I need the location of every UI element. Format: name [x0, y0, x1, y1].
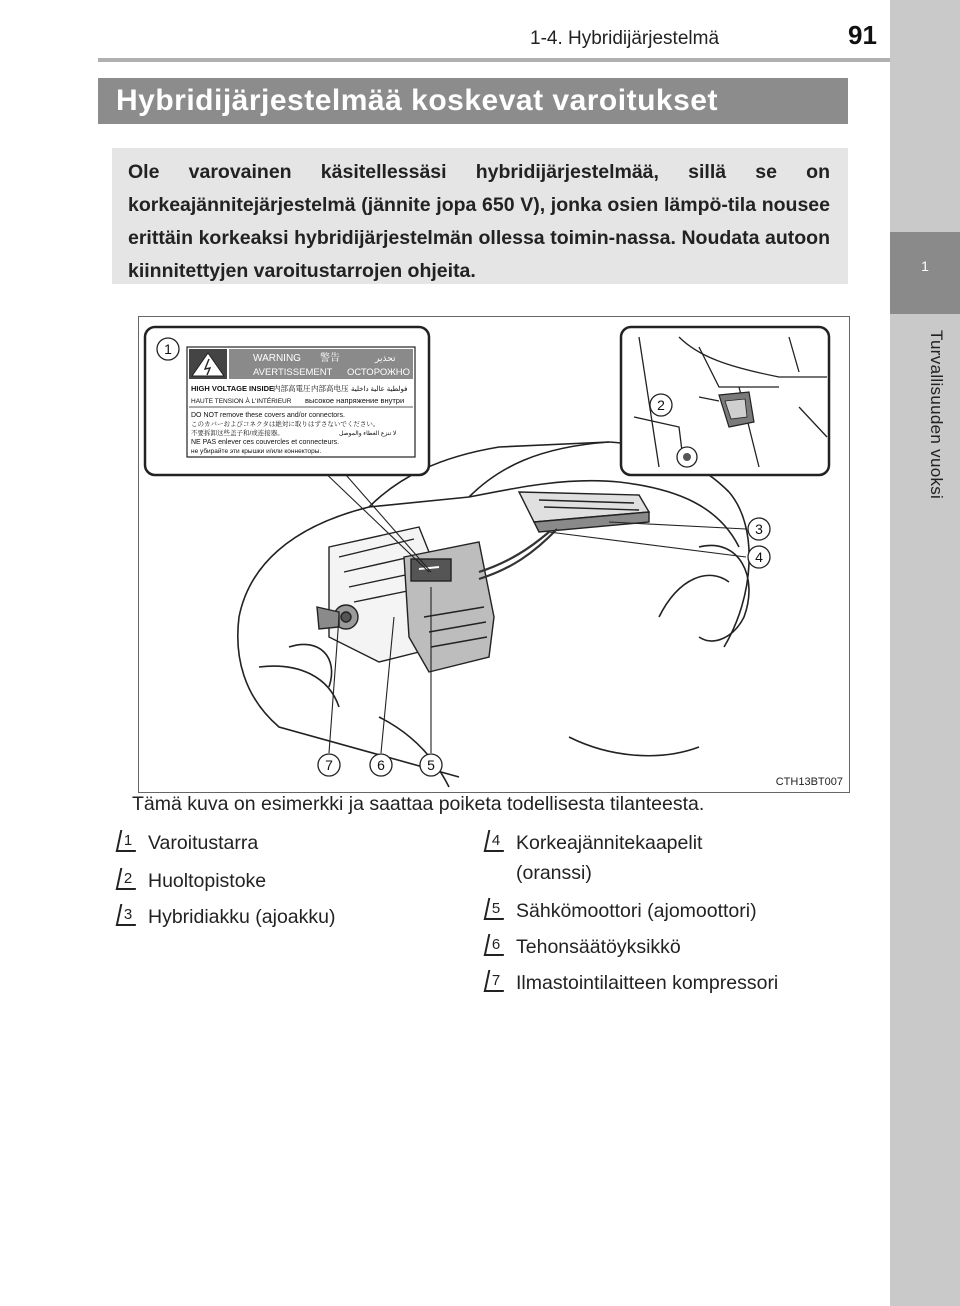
- inset-warning-label: [145, 327, 429, 475]
- engine-assembly: [317, 527, 494, 672]
- page-title: Hybridijärjestelmää koskevat varoitukset: [116, 84, 718, 117]
- label-do-not-ja: このカバーおよびコネクタは絶対に取りはずさないでください。: [191, 421, 380, 428]
- legend-text: Sähkömoottori (ajomoottori): [516, 900, 757, 922]
- label-avertissement: AVERTISSEMENT: [253, 367, 333, 378]
- label-hv-ar: فولطية عالية داخلية: [351, 386, 408, 393]
- legend-number: 5: [486, 898, 506, 920]
- label-ne-pas: NE PAS enlever ces couvercles et connecteurs.: [191, 439, 340, 446]
- legend-text: Ilmastointilaitteen kompressori: [516, 972, 779, 994]
- figure-code: CTH13BT007: [775, 776, 843, 788]
- callout-3: 3: [755, 521, 763, 537]
- callout-6: 6: [377, 757, 385, 773]
- title-bar: [98, 78, 848, 124]
- chapter-number: 1: [921, 258, 929, 274]
- legend-number: 6: [486, 934, 506, 956]
- callout-5: 5: [427, 757, 435, 773]
- legend-text: Huoltopistoke: [148, 870, 267, 892]
- legend-item-4: [486, 828, 702, 888]
- legend-number: 1: [118, 830, 138, 852]
- label-do-not: DO NOT remove these covers and/or connectors.: [191, 412, 345, 419]
- callout-7: 7: [325, 757, 333, 773]
- label-warning-ja: 警告: [320, 353, 340, 364]
- legend-number: 2: [118, 868, 138, 890]
- label-ne-ru: не убирайте эти крышки и/или коннекторы.: [191, 448, 322, 455]
- warning-box: [112, 148, 848, 284]
- label-do-not-zh: 不要拆卸这些盖子和/或连接器。: [191, 430, 284, 437]
- callout-1: 1: [164, 341, 172, 357]
- legend-number: 3: [118, 904, 138, 926]
- label-do-not-ar: لا تنزع الغطاء والموصل: [339, 431, 397, 437]
- section-name: 1-4. Hybridijärjestelmä: [530, 28, 720, 49]
- label-hv-zh: 内部高电压: [311, 384, 349, 393]
- legend-item-3: [118, 902, 336, 932]
- chapter-title: Turvallisuuden vuoksi: [927, 330, 946, 500]
- legend-item-2: [118, 866, 266, 896]
- legend-text: Tehonsäätöyksikkö: [516, 936, 681, 958]
- label-warning-ar: تحذير: [375, 353, 396, 363]
- hybrid-battery: [519, 492, 649, 532]
- legend-number: 4: [486, 830, 506, 852]
- callout-2: 2: [657, 397, 665, 413]
- warning-text: Ole varovainen käsitellessäsi hybridijärjestelmää, sillä se on korkeajännitejärjestelmä (jännite jopa 650 V), jonka osien lämpö-tila nousee erittäin korkeaksi hybridijärjestelmän ollessa toimin-nassa. Noudata autoon kiinnitettyjen varoitustarrojen ohjeita.: [128, 161, 830, 282]
- label-hv-inside: HIGH VOLTAGE INSIDE: [191, 384, 275, 393]
- label-hv-ru: высокое напряжение внутри: [305, 396, 405, 405]
- legend-text-continued: (oranssi): [516, 862, 592, 884]
- legend-number: 7: [486, 970, 506, 992]
- header-divider: [98, 58, 890, 62]
- legend-text: Hybridiakku (ajoakku): [148, 906, 336, 928]
- label-haute-tension: HAUTE TENSION À L'INTÉRIEUR: [191, 398, 292, 405]
- legend-item-5: [486, 896, 757, 926]
- legend-text: Varoitustarra: [148, 832, 259, 854]
- hybrid-system-figure: [138, 316, 850, 793]
- car-illustration: [139, 317, 849, 792]
- label-ostorozhno: ОСТОРОЖНО: [347, 367, 411, 378]
- legend-item-1: [118, 828, 258, 858]
- callout-4: 4: [755, 549, 763, 565]
- chapter-side-tab: [890, 0, 960, 1306]
- legend-item-7: [486, 968, 778, 998]
- legend-text: Korkeajännitekaapelit: [516, 832, 703, 854]
- label-warning: WARNING: [253, 353, 301, 364]
- hv-cables: [479, 529, 557, 579]
- figure-caption: Tämä kuva on esimerkki ja saattaa poiketa todellisesta tilanteesta.: [132, 793, 705, 815]
- legend-item-6: [486, 932, 681, 962]
- label-hv-ja: 内部高電圧: [273, 384, 311, 393]
- page-number: 91: [848, 20, 877, 50]
